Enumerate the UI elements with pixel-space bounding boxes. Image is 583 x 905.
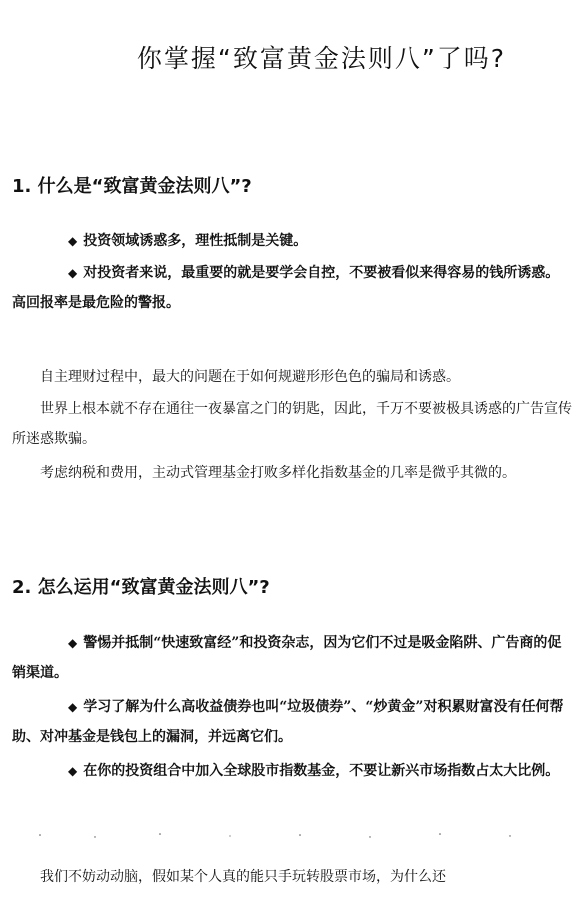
body-paragraph: 世界上根本就不存在通往一夜暴富之门的钥匙，因此，千万不要被极具诱惑的广告宣传所迷惑欺骗。 (12, 401, 572, 447)
bullet-text: 学习了解为什么高收益债券也叫“垃圾债券”、“炒黄金”对积累财富没有任何帮助、对冲基金是钱包上的漏洞，并远离它们。 (12, 699, 564, 745)
bullet-text: 警惕并抵制“快速致富经”和投资杂志，因为它们不过是吸金陷阱、广告商的促销渠道。 (12, 635, 562, 681)
bullet-item (12, 258, 572, 318)
bullet-item (12, 756, 572, 786)
diamond-icon: ◆ (68, 764, 78, 778)
body-paragraph: 我们不妨动动脑，假如某个人真的能只手玩转股票市场，为什么还 (40, 869, 446, 885)
body-paragraph: 自主理财过程中，最大的问题在于如何规避形形色色的骗局和诱惑。 (40, 369, 460, 385)
diamond-icon: ◆ (68, 234, 78, 248)
diamond-icon: ◆ (68, 266, 78, 280)
bullet-text: 在你的投资组合中加入全球股市指数基金，不要让新兴市场指数占太大比例。 (83, 763, 560, 779)
diamond-icon: ◆ (68, 700, 78, 714)
diamond-icon: ◆ (68, 636, 78, 650)
section-1-heading: 1. 什么是“致富黄金法则八”? (12, 176, 252, 197)
page-title: 你掌握“致富黄金法则八”了吗? (136, 43, 507, 73)
bullet-item (12, 692, 572, 752)
bullet-text: 投资领域诱惑多，理性抵制是关键。 (83, 233, 308, 249)
section-2-heading: 2. 怎么运用“致富黄金法则八”? (12, 577, 270, 598)
body-paragraph: 考虑纳税和费用，主动式管理基金打败多样化指数基金的几率是微乎其微的。 (40, 465, 516, 481)
bullet-item (12, 226, 572, 256)
bullet-text: 对投资者来说，最重要的就是要学会自控，不要被看似来得容易的钱所诱惑。高回报率是最危险的警报。 (12, 265, 560, 311)
scan-speckle-line (0, 825, 583, 845)
bullet-item (12, 628, 572, 688)
